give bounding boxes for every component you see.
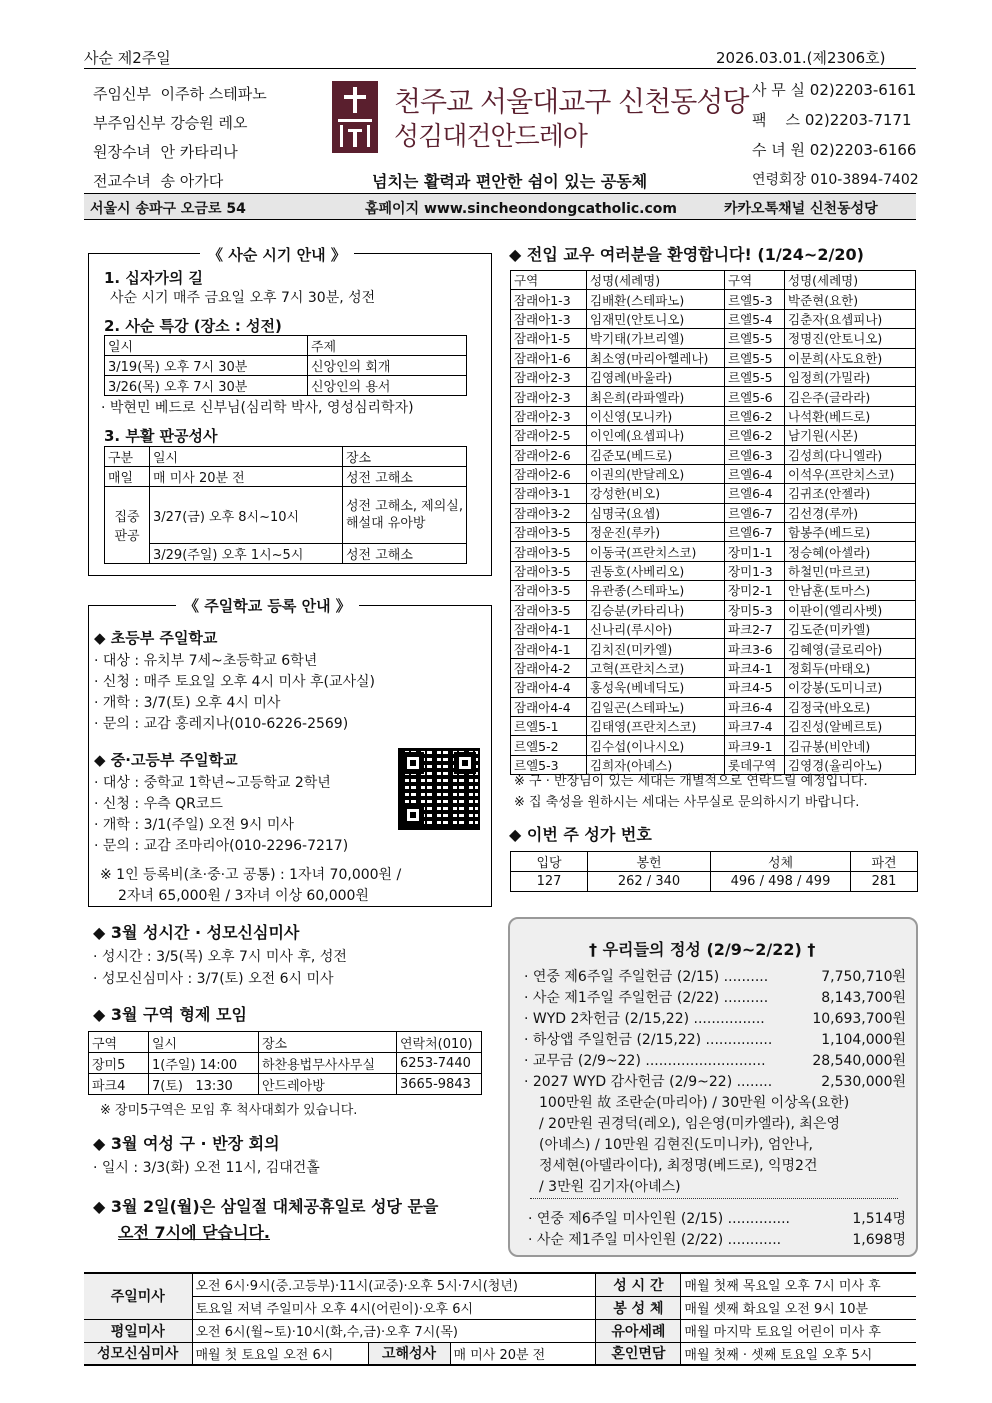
address: 서울시 송파구 오금로 54: [90, 201, 246, 217]
homepage-link[interactable]: 홈페이지 www.sincheondongcatholic.com: [365, 201, 678, 217]
schedule-label: 봉 성 체: [596, 1296, 681, 1319]
offering-item: · 연중 제6주일 주일헌금 (2/15) .......... 7,750,710원: [524, 969, 906, 985]
schedule-label: 유아세례: [596, 1319, 681, 1342]
table-header: 입당: [511, 852, 588, 872]
info-line: · 개학 : 3/1(주일) 오전 9시 미사: [94, 817, 294, 833]
table-cell: 파크9-1: [725, 736, 785, 755]
district-table: [88, 1031, 482, 1095]
table-cell: 구역: [725, 271, 785, 290]
table-cell: 안남훈(토마스): [785, 581, 916, 600]
table-cell: 3/26(목) 오후 7시 30분: [105, 376, 308, 396]
table-cell: 강성한(비오): [587, 484, 725, 503]
hymns-table: [510, 851, 918, 892]
table-cell: 파크2-7: [725, 620, 785, 639]
table-cell: 잠래아3-1: [511, 484, 587, 503]
table-cell: 르엘6-4: [725, 484, 785, 503]
table-cell: 3665-9843: [397, 1074, 482, 1095]
table-cell: 김도준(미카엘): [785, 620, 916, 639]
table-cell: 박기태(가브리엘): [587, 329, 725, 348]
clergy-list: [93, 83, 267, 199]
table-cell: 성명(세례명): [587, 271, 725, 290]
marian-mass-line: · 성모신심미사 : 3/7(토) 오전 6시 미사: [93, 971, 334, 987]
offering-list: [524, 966, 906, 1197]
table-row: [511, 484, 916, 503]
table-row: [511, 503, 916, 522]
table-cell: 르엘5-5: [725, 329, 785, 348]
table-cell: 잠래아4-4: [511, 678, 587, 697]
table-cell: 이석우(프란치스코): [785, 464, 916, 483]
hymn-number: 262 / 340: [588, 872, 711, 892]
table-row: [511, 639, 916, 658]
table-row: [511, 678, 916, 697]
kakao-channel: 카카오톡채널 신천동성당: [724, 201, 878, 217]
table-row: [511, 329, 916, 348]
table-row: [511, 523, 916, 542]
table-header: 구분: [105, 447, 150, 467]
lent-section-1-text: 사순 시기 매주 금요일 오후 7시 30분, 성전: [110, 290, 376, 306]
table-cell: 잠래아2-3: [511, 367, 587, 386]
table-cell: 성전 고해소, 제의실, 해설대 유아방: [343, 487, 467, 544]
table-cell: 파크4: [89, 1074, 149, 1095]
table-cell: 신앙인의 회개: [308, 356, 467, 376]
table-cell: 유관종(스테파노): [587, 581, 725, 600]
info-line: · 대상 : 중학교 1학년~고등학교 2학년: [94, 775, 331, 791]
offering-item: · 사순 제1주일 주일헌금 (2/22) .......... 8,143,700원: [524, 990, 906, 1006]
table-header: 봉헌: [588, 852, 711, 872]
table-cell: 정운진(루카): [587, 523, 725, 542]
table-cell: 르엘6-3: [725, 445, 785, 464]
contact-item: 사 무 실 02)2203-6161: [752, 81, 917, 99]
table-cell: 잠래아2-3: [511, 406, 587, 425]
table-cell: 3/29(주일) 오후 1시~5시: [150, 544, 343, 564]
offering-title: † 우리들의 정성 (2/9~2/22) †: [589, 940, 816, 959]
table-cell: 7(토) 13:30: [149, 1074, 259, 1095]
schedule-value: 매월 첫째 목요일 오후 7시 미사 후: [681, 1273, 916, 1296]
table-cell: 성전 고해소: [343, 544, 467, 564]
table-row: [511, 387, 916, 406]
table-cell: 남기원(시몬): [785, 426, 916, 445]
women-meeting-title: ◆ 3월 여성 구 · 반장 회의: [93, 1134, 280, 1153]
table-cell: 파크6-4: [725, 697, 785, 716]
table-cell: 잠래아3-5: [511, 542, 587, 561]
welcome-note-2: ※ 집 축성을 원하시는 세대는 사무실로 문의하시기 바랍니다.: [514, 795, 860, 810]
table-cell: 구역: [511, 271, 587, 290]
table-cell: 성명(세례명): [785, 271, 916, 290]
table-cell: 이판이(엘리사벳): [785, 600, 916, 619]
table-cell: 김규봉(비안네): [785, 736, 916, 755]
table-cell: 김일곤(스테파노): [587, 697, 725, 716]
table-header: 구역: [89, 1032, 149, 1053]
table-cell: 장미1-3: [725, 561, 785, 580]
donor-line: 정세현(아델라이다), 최정명(베드로), 익명2건: [539, 1158, 818, 1174]
contact-item: 팩 스 02)2203-7171: [752, 111, 912, 129]
table-cell: 3/27(금) 오후 8시~10시: [150, 487, 343, 544]
district-title: ◆ 3월 구역 형제 모임: [93, 1005, 247, 1024]
table-cell: 잠래아3-5: [511, 523, 587, 542]
parish-logo: [332, 81, 378, 153]
table-cell: 파크4-5: [725, 678, 785, 697]
table-cell: 김태영(프란치스코): [587, 716, 725, 735]
table-cell: 김정국(바오로): [785, 697, 916, 716]
table-cell: 1(주일) 14:00: [149, 1053, 259, 1074]
table-cell: 르엘5-6: [725, 387, 785, 406]
offering-item: · WYD 2차헌금 (2/15,22) ................ 10,693,700원: [524, 1011, 906, 1027]
table-cell: 잠래아1-3: [511, 309, 587, 328]
offering-item: · 2027 WYD 감사헌금 (2/9~22) ........ 2,530,000원: [524, 1074, 906, 1090]
holy-hour-title: ◆ 3월 성시간 · 성모신심미사: [93, 923, 300, 942]
table-cell: 임정희(가밀라): [785, 367, 916, 386]
info-line: · 개학 : 3/7(토) 오후 4시 미사: [94, 695, 281, 711]
clergy-item: 원장수녀 안 카타리나: [93, 143, 238, 161]
table-row: [511, 271, 916, 290]
table-cell: 잠래아4-1: [511, 639, 587, 658]
table-header: 연락처(010): [397, 1032, 482, 1053]
table-cell: 르엘6-4: [725, 464, 785, 483]
closing-notice-1: ◆ 3월 2일(월)은 삼일절 대체공휴일로 성당 문을: [93, 1197, 439, 1216]
table-cell: 르엘6-7: [725, 523, 785, 542]
table-cell: 김성희(다니엘라): [785, 445, 916, 464]
lent-section-3: 3. 부활 판공성사: [104, 427, 218, 445]
table-cell: 정승혜(아셀라): [785, 542, 916, 561]
table-cell: 르엘6-7: [725, 503, 785, 522]
table-cell: 장미5-3: [725, 600, 785, 619]
table-cell: 르엘5-2: [511, 736, 587, 755]
clergy-item: 부주임신부 강승원 레오: [93, 114, 248, 132]
clergy-item: 주임신부 이주하 스테파노: [93, 85, 267, 103]
table-row: [511, 561, 916, 580]
table-cell: 3/19(목) 오후 7시 30분: [105, 356, 308, 376]
table-row: [511, 464, 916, 483]
table-cell: 박준현(요한): [785, 290, 916, 309]
table-cell: 6253-7440: [397, 1053, 482, 1074]
table-header: 파견: [851, 852, 918, 872]
parish-patron: 성김대건안드레아: [394, 122, 587, 152]
table-cell: 르엘6-2: [725, 406, 785, 425]
lecturer-note: · 박현민 베드로 신부님(심리학 박사, 영성심리학자): [101, 400, 414, 416]
table-cell: 임재민(안토니오): [587, 309, 725, 328]
table-cell: 성전 고해소: [343, 467, 467, 487]
table-cell: 김영경(율리아노): [785, 755, 916, 774]
table-cell: 장미2-1: [725, 581, 785, 600]
table-cell: 김혜영(글로리아): [785, 639, 916, 658]
schedule-label: 평일미사: [84, 1319, 192, 1342]
table-cell: 고혁(프란치스코): [587, 658, 725, 677]
lent-title: 《 사순 시기 안내 》: [200, 244, 354, 265]
table-cell: 르엘5-4: [725, 309, 785, 328]
confession-table: [104, 446, 467, 564]
table-row: [511, 426, 916, 445]
info-line: · 대상 : 유치부 7세~초등학교 6학년: [94, 653, 318, 669]
table-row: [511, 406, 916, 425]
schedule-value: 토요일 저녁 주일미사 오후 4시(어린이)·오후 6시: [192, 1296, 596, 1319]
welcome-note-1: ※ 구 · 반장님이 있는 세대는 개별적으로 연락드릴 예정입니다.: [514, 774, 868, 789]
table-row: [511, 348, 916, 367]
table-cell: 김치진(미카엘): [587, 639, 725, 658]
table-cell: 하찬용법무사사무실: [259, 1053, 397, 1074]
table-cell: 잠래아2-5: [511, 426, 587, 445]
contact-item: 연령회장 010-3894-7402: [752, 172, 919, 188]
table-row: [511, 736, 916, 755]
table-cell: 김춘자(요셉피나): [785, 309, 916, 328]
schedule-value: 매 미사 20분 전: [450, 1342, 596, 1365]
table-cell: 매일: [105, 467, 150, 487]
district-note: ※ 장미5구역은 모임 후 척사대회가 있습니다.: [100, 1103, 358, 1118]
table-row: [511, 581, 916, 600]
donor-line: 100만원 故 조란순(마리아) / 30만원 이상옥(요한): [539, 1095, 850, 1111]
table-cell: 잠래아4-4: [511, 697, 587, 716]
table-cell: 김희자(아녜스): [587, 755, 725, 774]
schedule-label: 고해성사: [368, 1342, 450, 1365]
table-cell: 이신영(모니카): [587, 406, 725, 425]
table-cell: 심명국(요셉): [587, 503, 725, 522]
table-cell: 김은주(글라라): [785, 387, 916, 406]
elementary-title: ◆ 초등부 주일학교: [94, 629, 218, 647]
table-cell: 이권의(반달레오): [587, 464, 725, 483]
table-row: [511, 290, 916, 309]
table-cell: 르엘5-5: [725, 367, 785, 386]
schedule-value: 매월 첫 토요일 오전 6시: [192, 1342, 368, 1365]
women-meeting-line: · 일시 : 3/3(화) 오전 11시, 김대건홀: [93, 1160, 320, 1176]
elementary-info: [94, 650, 375, 734]
closing-notice-2: 오전 7시에 닫습니다.: [118, 1223, 270, 1242]
table-cell: 안드레아방: [259, 1074, 397, 1095]
info-line: · 신청 : 우측 QR코드: [94, 796, 223, 812]
schedule-label: 혼인면담: [596, 1342, 681, 1365]
table-cell: 김영례(바울라): [587, 367, 725, 386]
table-cell: 김선경(루까): [785, 503, 916, 522]
table-cell: 잠래아1-6: [511, 348, 587, 367]
table-cell: 르엘6-2: [725, 426, 785, 445]
info-line: · 문의 : 교감 홍레지나(010-6226-2569): [94, 716, 349, 732]
attendance-list: [528, 1208, 906, 1250]
lent-section-1: 1. 십자가의 길: [104, 269, 204, 287]
parish-name: 천주교 서울대교구 신천동성당: [394, 85, 749, 118]
holy-hour-line: · 성시간 : 3/5(목) 오후 7시 미사 후, 성전: [93, 949, 347, 965]
table-row: [511, 367, 916, 386]
table-cell: 이동국(프란치스코): [587, 542, 725, 561]
hymn-number: 127: [511, 872, 588, 892]
donor-line: / 3만원 김기자(아녜스): [539, 1179, 681, 1195]
offering-item: · 하상앱 주일헌금 (2/15,22) ............... 1,104,000원: [524, 1032, 906, 1048]
table-cell: 김승분(카타리나): [587, 600, 725, 619]
clergy-item: 전교수녀 송 아가다: [93, 172, 224, 190]
schedule-label: 주일미사: [84, 1273, 192, 1319]
attendance-item: · 연중 제6주일 미사인원 (2/15) .............. 1,514명: [528, 1211, 906, 1227]
table-cell: 파크3-6: [725, 639, 785, 658]
table-cell: 잠래아3-5: [511, 581, 587, 600]
table-header: 장소: [259, 1032, 397, 1053]
table-cell: 김귀조(안젤라): [785, 484, 916, 503]
table-header: 일시: [105, 336, 308, 356]
table-cell: 잠래아3-5: [511, 561, 587, 580]
hymns-title: ◆ 이번 주 성가 번호: [509, 825, 652, 844]
qr-code[interactable]: [398, 748, 480, 830]
attendance-item: · 사순 제1주일 미사인원 (2/22) ............ 1,698명: [528, 1232, 906, 1248]
table-cell: 잠래아1-5: [511, 329, 587, 348]
table-cell: 이인예(요셉피나): [587, 426, 725, 445]
middle-high-info: [94, 772, 348, 856]
season-label: 사순 제2주일: [84, 49, 171, 67]
table-row: [511, 542, 916, 561]
welcome-table: [510, 270, 916, 775]
table-cell: 나석환(베드로): [785, 406, 916, 425]
table-cell: 잠래아3-5: [511, 600, 587, 619]
contact-list: [752, 79, 919, 199]
schedule-label: 성모신심미사: [84, 1342, 192, 1365]
table-cell: 르엘5-1: [511, 716, 587, 735]
address-bar: [84, 193, 916, 220]
table-row: [511, 600, 916, 619]
table-cell: 김진성(알베르토): [785, 716, 916, 735]
schedule-value: 매월 셋째 화요일 오전 9시 10분: [681, 1296, 916, 1319]
table-cell: 잠래아1-3: [511, 290, 587, 309]
table-cell: 권동호(사베리오): [587, 561, 725, 580]
table-cell: 정명진(안토니오): [785, 329, 916, 348]
info-line: · 신청 : 매주 토요일 오후 4시 미사 후(교사실): [94, 674, 375, 690]
table-cell: 신앙인의 용서: [308, 376, 467, 396]
table-row: [511, 445, 916, 464]
sunday-school-title: 《 주일학교 등록 안내 》: [176, 595, 359, 616]
table-header: 주제: [308, 336, 467, 356]
fee-note-1: ※ 1인 등록비(초·중·고 공통) : 1자녀 70,000원 /: [100, 867, 402, 883]
table-cell: 장미1-1: [725, 542, 785, 561]
schedule-label: 성 시 간: [596, 1273, 681, 1296]
issue-number: 2026.03.01.(제2306호): [716, 49, 886, 67]
table-cell: 신나리(루시아): [587, 620, 725, 639]
table-cell: 최소영(마리아헬레나): [587, 348, 725, 367]
parish-motto: 넘치는 활력과 편안한 쉼이 있는 공동체: [372, 172, 648, 191]
hymn-number: 496 / 498 / 499: [711, 872, 851, 892]
header-rule: [84, 68, 916, 69]
table-cell: 매 미사 20분 전: [150, 467, 343, 487]
table-cell: 파크7-4: [725, 716, 785, 735]
info-line: · 문의 : 교감 조마리아(010-2296-7217): [94, 838, 349, 854]
table-cell: 잠래아4-1: [511, 620, 587, 639]
lecture-table: [104, 335, 467, 396]
table-cell: 하철민(마르코): [785, 561, 916, 580]
table-cell: 함봉주(베드로): [785, 523, 916, 542]
table-cell: 집중 판공: [105, 487, 150, 564]
table-cell: 르엘5-3: [725, 290, 785, 309]
table-cell: 김준모(베드로): [587, 445, 725, 464]
table-header: 장소: [343, 447, 467, 467]
schedule-value: 오전 6시(월~토)·10시(화,수,금)·오후 7시(목): [192, 1319, 596, 1342]
table-cell: 장미5: [89, 1053, 149, 1074]
schedule-value: 매월 첫째 · 셋째 토요일 오후 5시: [681, 1342, 916, 1365]
table-cell: 이문희(사도요한): [785, 348, 916, 367]
table-cell: 김수섭(이나시오): [587, 736, 725, 755]
table-cell: 롯데구역: [725, 755, 785, 774]
contact-item: 수 녀 원 02)2203-6166: [752, 141, 917, 159]
table-cell: 르엘5-5: [725, 348, 785, 367]
middle-high-title: ◆ 중·고등부 주일학교: [94, 751, 238, 769]
table-row: [511, 697, 916, 716]
table-cell: 잠래아2-6: [511, 445, 587, 464]
lent-section-2: 2. 사순 특강 (장소 : 성전): [104, 317, 282, 335]
donor-line: (아녜스) / 10만원 김현진(도미니카), 엄안나,: [539, 1137, 813, 1153]
mass-schedule: [84, 1272, 916, 1366]
table-header: 일시: [150, 447, 343, 467]
table-row: [511, 620, 916, 639]
table-row: [511, 309, 916, 328]
schedule-value: 오전 6시·9시(중.고등부)·11시(교중)·오후 5시·7시(청년): [192, 1273, 596, 1296]
offering-divider: [530, 1198, 898, 1199]
table-cell: 정회두(마태오): [785, 658, 916, 677]
table-header: 성체: [711, 852, 851, 872]
table-cell: 김배환(스테파노): [587, 290, 725, 309]
table-cell: 잠래아4-2: [511, 658, 587, 677]
offering-item: · 교무금 (2/9~22) ........................... 28,540,000원: [524, 1053, 906, 1069]
welcome-title: ◆ 전입 교우 여러분을 환영합니다! (1/24~2/20): [509, 245, 864, 264]
table-cell: 홍성욱(베네딕도): [587, 678, 725, 697]
hymn-number: 281: [851, 872, 918, 892]
table-cell: 잠래아3-2: [511, 503, 587, 522]
table-cell: 파크4-1: [725, 658, 785, 677]
table-cell: 최은희(라파엘라): [587, 387, 725, 406]
schedule-value: 매월 마지막 토요일 어린이 미사 후: [681, 1319, 916, 1342]
table-cell: 잠래아2-6: [511, 464, 587, 483]
table-cell: 이강봉(도미니코): [785, 678, 916, 697]
table-row: [511, 716, 916, 735]
fee-note-2: 2자녀 65,000원 / 3자녀 이상 60,000원: [118, 888, 369, 904]
table-cell: 르엘5-3: [511, 755, 587, 774]
table-cell: 잠래아2-3: [511, 387, 587, 406]
table-header: 일시: [149, 1032, 259, 1053]
donor-line: / 20만원 권경덕(레오), 임은영(미카엘라), 최은영: [539, 1116, 840, 1132]
table-row: [511, 658, 916, 677]
